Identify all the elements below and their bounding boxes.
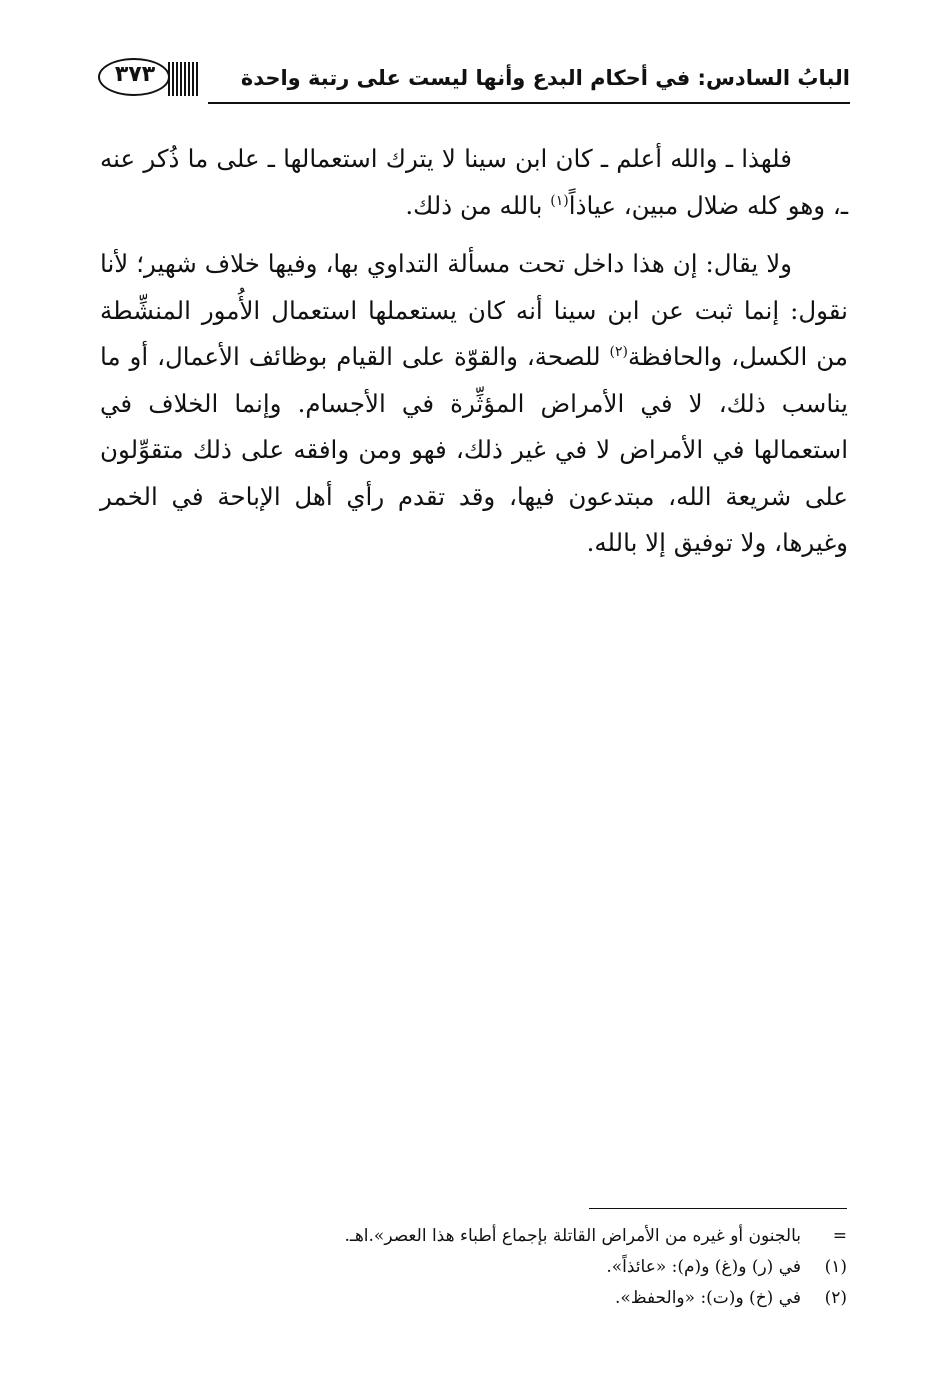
footnote-marker: (١) [824,1257,847,1277]
footnote-marker: = [832,1226,847,1246]
footnote-text: في (ر) و(غ) و(م): «عائذاً». [606,1257,801,1277]
paragraph-2-text-a: ولا يقال: إن هذا داخل تحت مسألة التداوي بها، وفيها خلاف شهير؛ لأنا نقول: إنما ثبت عن ابن سينا أنه كان يستعملها استعمال الأُمور المنشِّطة من الكسل، والحافظة [100,249,848,371]
footnote-1 [180,1252,847,1283]
paragraph-2-text-b: للصحة، والقوّة على القيام بوظائف الأعمال، أو ما يناسب ذلك، لا في الأمراض المؤثِّرة في الأجسام. وإنما الخلاف في استعمالها في الأمراض لا في غير ذلك، فهو ومن وافقه على ذلك متقوِّلون على شريعة الله، مبتدعون فيها، وقد تقدم رأي أهل الإباحة في الخمر وغيرها، ولا توفيق إلا بالله. [100,342,848,557]
ornament-stripes-icon [168,62,200,96]
footnote-ref-2: (٢) [609,343,628,360]
chapter-title: البابُ السادس: في أحكام البدع وأنها ليست على رتبة واحدة [240,66,850,90]
paragraph-1-text-b: بالله من ذلك. [405,190,551,220]
page-number: ٣٧٣ [114,62,156,87]
footnote-text: بالجنون أو غيره من الأمراض القاتلة بإجماع أطباء هذا العصر».اهـ. [344,1226,801,1246]
paragraph-2 [100,241,848,567]
footnote-ref-1: (١) [550,192,569,209]
footnote-separator [589,1208,847,1209]
footnotes [180,1221,847,1314]
footnote-text: في (خ) و(ت): «والحفظ». [615,1288,801,1308]
header-rule [208,102,850,104]
footnote-continuation [180,1221,847,1252]
page-number-badge [98,56,202,100]
paragraph-1 [100,136,848,229]
paragraph-1-text-a: فلهذا ـ والله أعلم ـ كان ابن سينا لا يترك استعمالها ـ على ما ذُكر عنه ـ، وهو كله ضلال مبين، عياذاً [100,144,848,220]
main-text [100,136,848,567]
footnote-2 [180,1283,847,1314]
footnote-marker: (٢) [824,1288,847,1308]
running-header [98,56,850,108]
